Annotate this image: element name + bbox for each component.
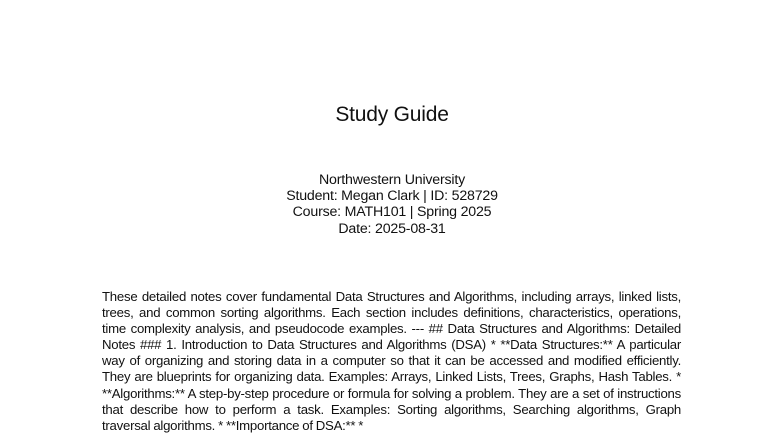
document-title: Study Guide <box>335 103 449 126</box>
course-line: Course: MATH101 | Spring 2025 <box>292 204 492 221</box>
student-line: Student: Megan Clark | ID: 528729 <box>286 188 498 205</box>
institution-name: Northwestern University <box>319 172 465 188</box>
document-body-text: These detailed notes cover fundamental Data Structures and Algorithms, including arrays, linked lists, trees, and common sorting algorithms. Each section includes definitions, characteristics, operations, time complexity analysis, and pseudocode examples. --- ## Data Structures and Algorithms: Detailed Notes ### 1. Introduction to Data Structures and Algorithms (DSA) * **Data Structures:** A particular way of organizing and storing data in a computer so that it can be accessed and modified efficiently. They are blueprints for organizing data. Examples: Arrays, Linked Lists, Trees, Graphs, Hash Tables. * **Algorithms:** A step-by-step procedure or formula for solving a problem. They are a set of instructions that describe how to perform a task. Examples: Sorting algorithms, Searching algorithms, Graph traversal algorithms. * **Importance of DSA:** * <box>102 289 681 433</box>
document-meta <box>0 172 784 237</box>
date-line: Date: 2025-08-31 <box>338 220 446 237</box>
